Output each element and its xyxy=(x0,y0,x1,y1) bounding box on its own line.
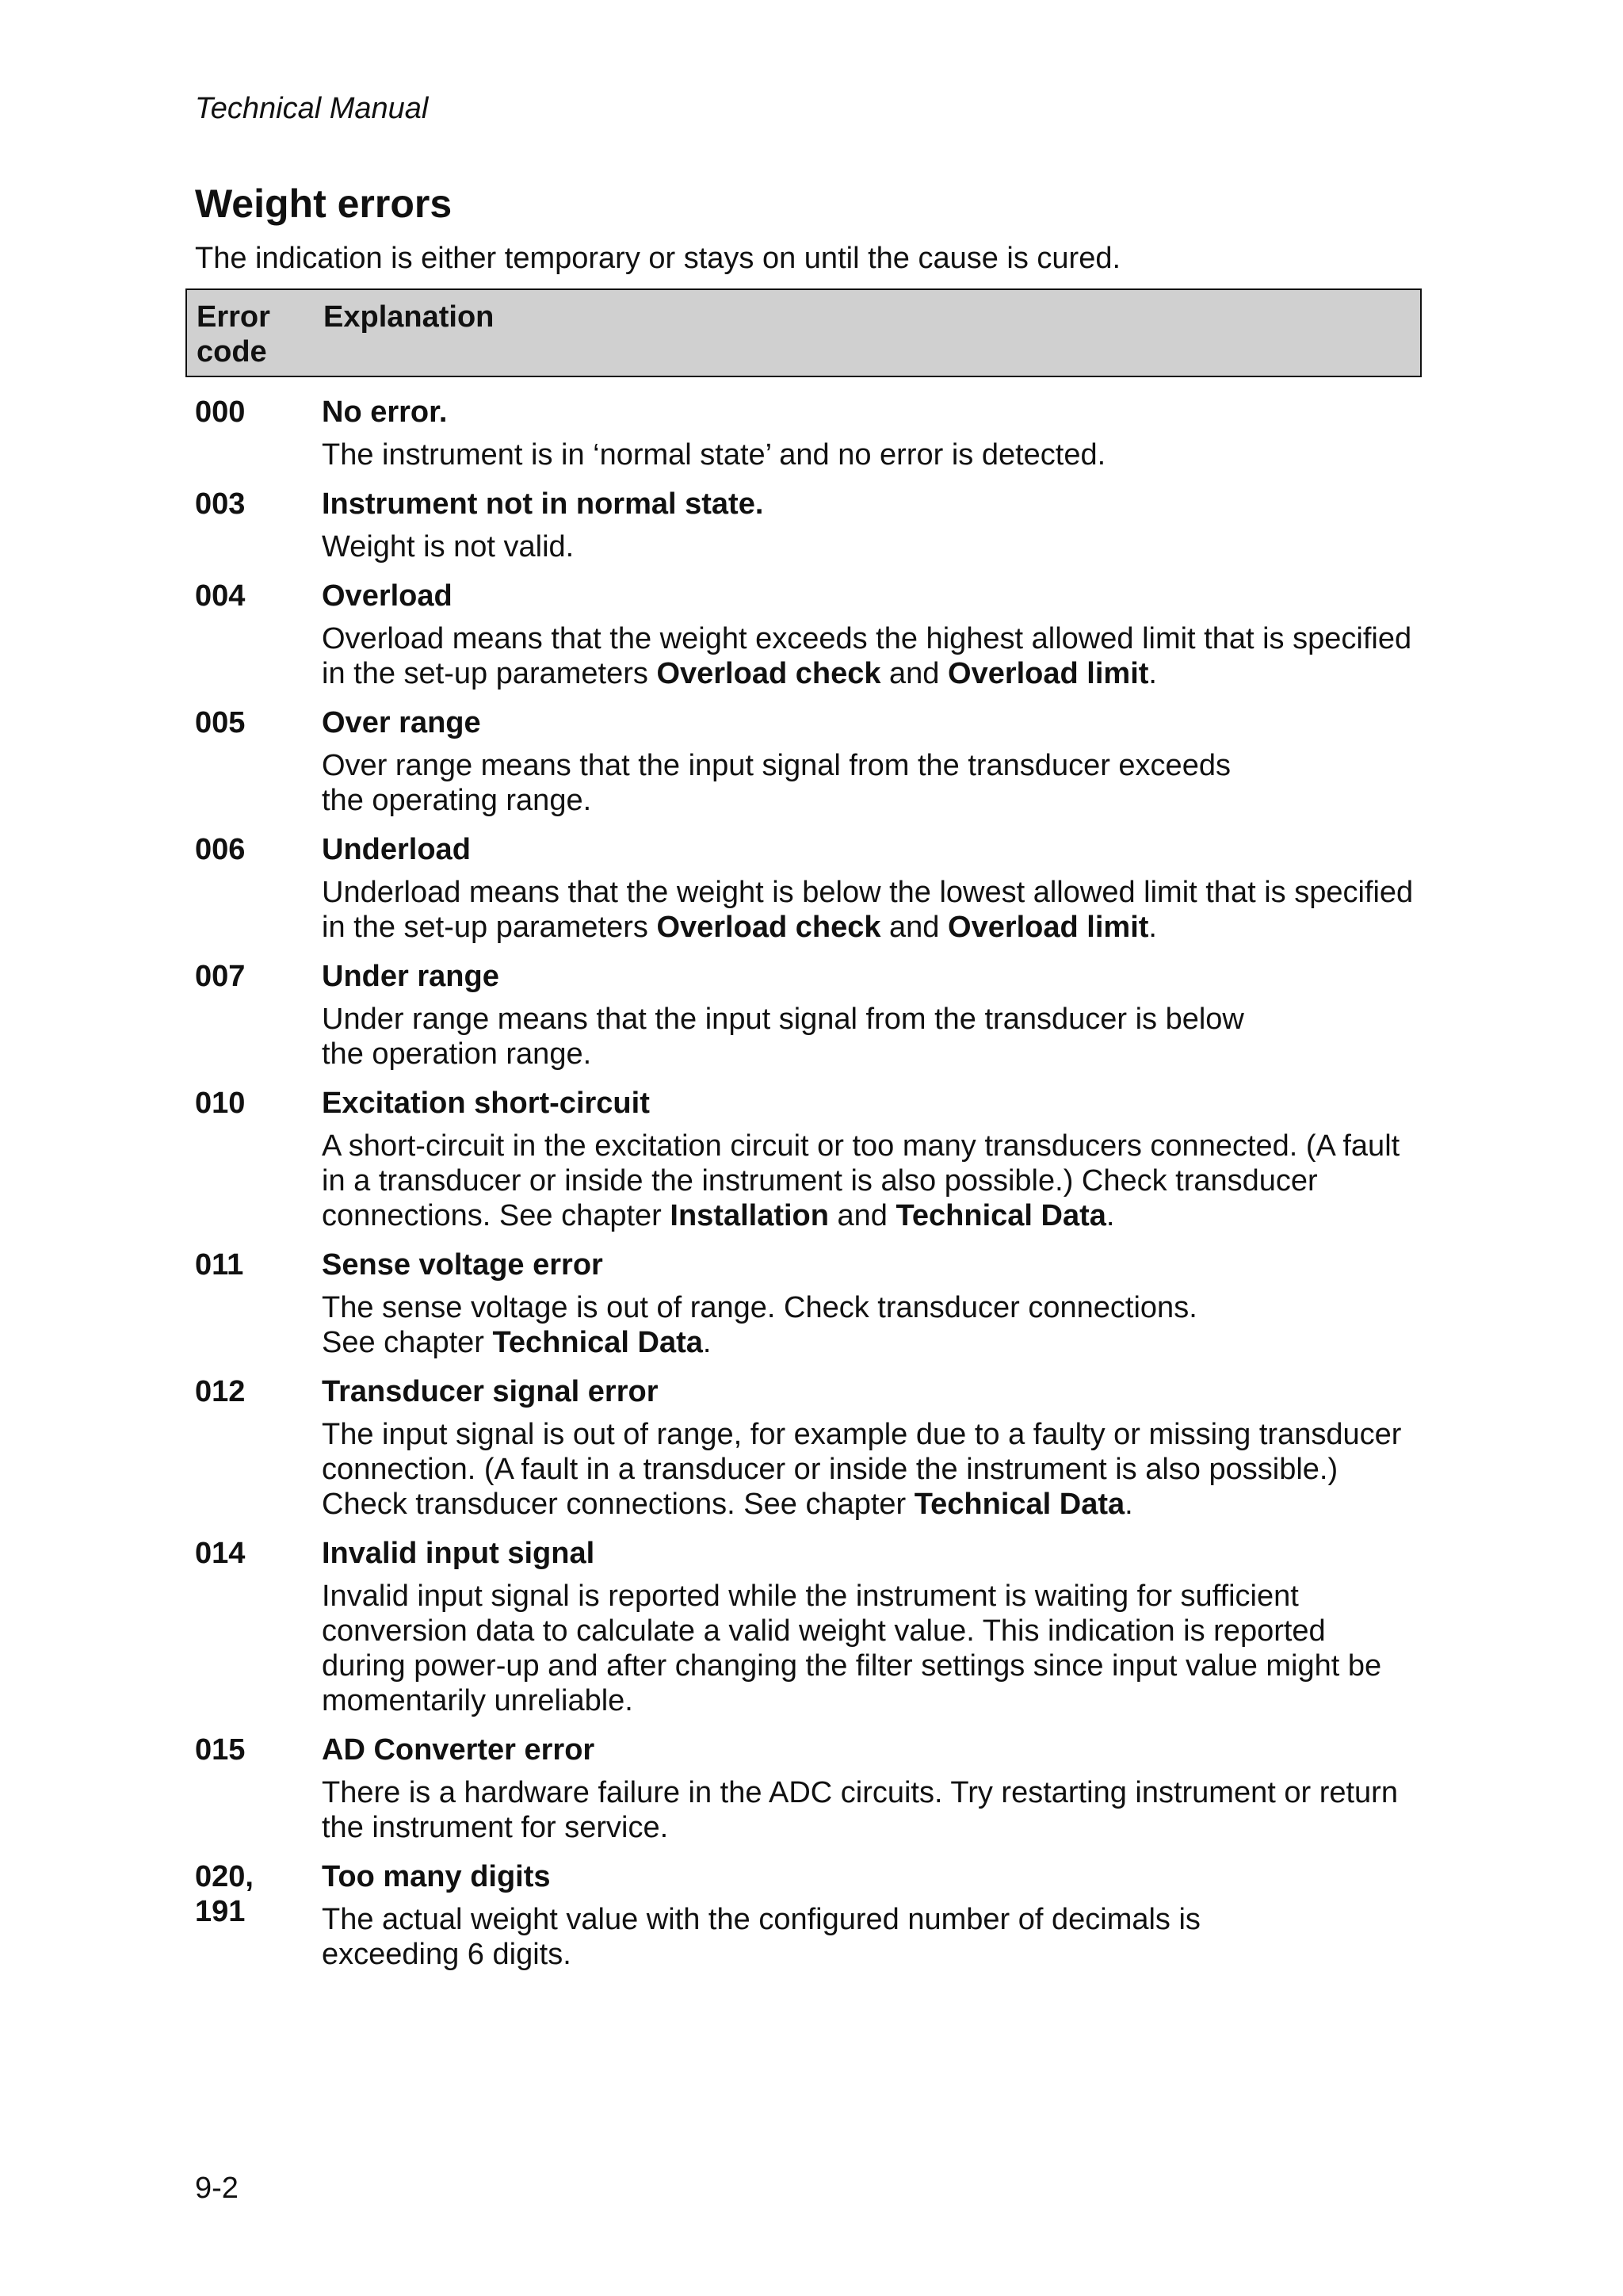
error-title: Too many digits xyxy=(322,1860,551,1893)
error-explanation xyxy=(322,579,1422,691)
chapter-reference: Technical Data xyxy=(492,1326,703,1359)
chapter-reference: Overload check xyxy=(656,911,881,944)
description-text: A short-circuit in the excitation circuit or too many transducers connected. (A fault in a transducer or inside the instrument is also possible.) Check transducer connections. See chapter xyxy=(322,1129,1400,1232)
description-text: . xyxy=(1125,1488,1133,1521)
error-code: 007 xyxy=(195,960,246,993)
description-text: exceeding 6 digits. xyxy=(322,1938,571,1971)
error-title: Sense voltage error xyxy=(322,1248,603,1282)
error-description xyxy=(322,1129,1422,1233)
description-text: The instrument is in ‘normal state’ and no error is detected. xyxy=(322,438,1106,472)
table-row xyxy=(195,1536,1422,1718)
description-text: The actual weight value with the configured number of decimals is xyxy=(322,1903,1201,1936)
error-code: 011 xyxy=(195,1248,244,1282)
description-text: Under range means that the input signal from the transducer is below xyxy=(322,1003,1244,1036)
running-header: Technical Manual xyxy=(195,92,429,125)
manual-page xyxy=(195,94,1422,1986)
section-title: Weight errors xyxy=(195,181,453,226)
error-explanation xyxy=(322,1086,1422,1233)
table-row xyxy=(195,1859,1422,1972)
chapter-reference: Technical Data xyxy=(914,1488,1125,1521)
description-text: The sense voltage is out of range. Check transducer connections. xyxy=(322,1291,1197,1324)
description-text: Overload means that the weight exceeds the highest allowed limit that is specified in the set-up parameters xyxy=(322,622,1412,690)
error-code: 012 xyxy=(195,1375,246,1408)
description-text: The input signal is out of range, for example due to a faulty or missing transducer connection. (A fault in a transducer or inside the instrument is also possible.) Check transducer connections. See chapter xyxy=(322,1418,1402,1521)
error-title: Invalid input signal xyxy=(322,1537,595,1570)
error-explanation xyxy=(322,1536,1422,1718)
error-title: Underload xyxy=(322,833,471,866)
description-text: . xyxy=(1106,1199,1115,1232)
error-code: 015 xyxy=(195,1733,246,1767)
error-description xyxy=(322,1579,1422,1718)
error-description xyxy=(322,748,1422,818)
column-header-explanation: Explanation xyxy=(323,300,495,334)
description-text: See chapter xyxy=(322,1326,493,1359)
table-row xyxy=(195,395,1422,472)
table-row xyxy=(195,579,1422,691)
chapter-reference: Overload limit xyxy=(948,657,1149,690)
description-text: and xyxy=(880,657,949,690)
chapter-reference: Technical Data xyxy=(896,1199,1106,1232)
error-explanation xyxy=(322,705,1422,818)
error-title: Under range xyxy=(322,960,499,993)
error-description xyxy=(322,1775,1422,1845)
error-code: 010 xyxy=(195,1087,246,1120)
error-explanation xyxy=(322,1374,1422,1522)
error-code: 000 xyxy=(195,395,246,429)
table-row xyxy=(195,1733,1422,1845)
description-text: the operation range. xyxy=(322,1037,592,1071)
error-explanation xyxy=(322,395,1422,472)
table-row xyxy=(195,1086,1422,1233)
error-description xyxy=(322,875,1422,945)
error-description xyxy=(322,1902,1422,1972)
error-title: Transducer signal error xyxy=(322,1375,659,1408)
error-explanation xyxy=(322,1247,1422,1360)
error-title: No error. xyxy=(322,395,448,429)
error-explanation xyxy=(322,1859,1422,1972)
error-title: Instrument not in normal state. xyxy=(322,487,764,521)
table-row xyxy=(195,1247,1422,1360)
section-intro: The indication is either temporary or stays on until the cause is cured. xyxy=(195,242,1121,275)
error-explanation xyxy=(322,487,1422,564)
error-explanation xyxy=(322,832,1422,945)
chapter-reference: Installation xyxy=(670,1199,829,1232)
description-text: Invalid input signal is reported while the instrument is waiting for sufficient conversion data to calculate a valid weight value. This indication is reported during power-up and after changing the filter settings since input value might be momentarily unreliable. xyxy=(322,1580,1382,1717)
error-explanation xyxy=(322,959,1422,1072)
description-text: Underload means that the weight is below the lowest allowed limit that is specified in the set-up parameters xyxy=(322,876,1414,944)
table-row xyxy=(195,832,1422,945)
error-code: 014 xyxy=(195,1537,246,1570)
table-row xyxy=(195,959,1422,1072)
error-title: Excitation short-circuit xyxy=(322,1087,650,1120)
description-text: . xyxy=(1148,657,1157,690)
description-text: There is a hardware failure in the ADC circuits. Try restarting instrument or return the instrument for service. xyxy=(322,1776,1398,1844)
error-description xyxy=(322,1290,1422,1360)
description-text: and xyxy=(880,911,949,944)
page-number: 9-2 xyxy=(195,2172,239,2205)
description-text: . xyxy=(702,1326,712,1359)
error-code-list xyxy=(195,395,1422,1972)
description-text: and xyxy=(828,1199,896,1232)
table-row xyxy=(195,1374,1422,1522)
error-title: Over range xyxy=(322,706,481,739)
error-description xyxy=(322,437,1422,472)
description-text: the operating range. xyxy=(322,784,592,817)
error-code: 006 xyxy=(195,833,246,866)
error-description xyxy=(322,1417,1422,1522)
description-text: Weight is not valid. xyxy=(322,530,575,563)
column-header-error-code: Error code xyxy=(197,300,270,369)
error-code: 020, 191 xyxy=(195,1860,254,1928)
error-title: Overload xyxy=(322,579,453,613)
table-row xyxy=(195,487,1422,564)
description-text: . xyxy=(1148,911,1157,944)
error-code: 003 xyxy=(195,487,246,521)
chapter-reference: Overload limit xyxy=(948,911,1149,944)
error-code: 004 xyxy=(195,579,246,613)
error-explanation xyxy=(322,1733,1422,1845)
error-title: AD Converter error xyxy=(322,1733,595,1767)
error-description xyxy=(322,621,1422,691)
table-row xyxy=(195,705,1422,818)
error-description xyxy=(322,1002,1422,1072)
description-text: Over range means that the input signal from the transducer exceeds xyxy=(322,749,1231,782)
error-description xyxy=(322,529,1422,564)
table-header xyxy=(185,288,1422,377)
error-code: 005 xyxy=(195,706,246,739)
chapter-reference: Overload check xyxy=(656,657,881,690)
